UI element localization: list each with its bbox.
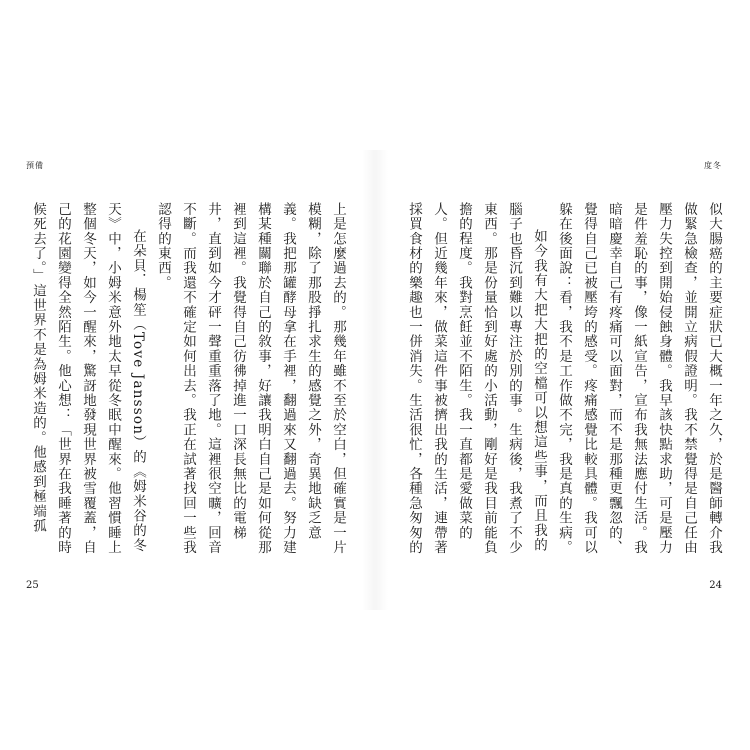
right-running-head: 度冬	[704, 161, 722, 170]
right-body-text	[398, 202, 726, 562]
left-body-text	[22, 202, 350, 562]
right-paragraph-2: 如今我有大把大把的空檔可以想這些事，而且我的腦子也昏沉到難以專注於別的事。生病後，我煮了不少東西。那是份量恰到好處的小活動，剛好是我目前能負擔的程度。我對烹飪並不陌生。我一直都是愛做菜的人。但近幾年來，做菜這件事被擠出我的生活，連帶著採買食材的樂趣也一併消失。生活很忙，各種急匆匆的	[406, 202, 547, 555]
left-page-number: 25	[26, 580, 39, 591]
left-paragraph-2: 在朵貝．楊笙（Tove Jansson）的《姆米谷的冬天》中，小姆米意外地太早從冬眠中醒來。他習慣睡上整個冬天，如今一醒來，驚訝地發現世界被雪覆蓋，自己的花園變得全然陌生。他心想：「世界在我睡著的時候死去了。」這世界不是為姆米造的。他感到極端孤	[30, 202, 146, 555]
right-paragraph-1: 似大腸癌的主要症狀已大概一年之久，於是醫師轉介我做緊急檢查，並開立病假證明。我不禁覺得是自己任由壓力失控到開始侵蝕身體。我早該快點求助，可是壓力是件羞恥的事，像一紙宣告，宣布我無法應付生活。我暗暗慶幸自己有疼痛可以面對，而不是那種更飄忽的、覺得自己已被壓垮的感受。疼痛感覺比較具體。我可以躲在後面說：看，我不是工作做不完，我是真的生病。	[556, 202, 722, 555]
book-gutter	[362, 150, 388, 610]
left-running-head: 預備	[26, 161, 44, 170]
left-page	[22, 150, 350, 610]
left-paragraph-1: 上是怎麼過去的。那幾年雖不至於空白，但確實是一片模糊，除了那股掙扎求生的感覺之外，奇異地缺乏意義。我把那罐酵母拿在手裡，翻過來又翻過去。努力建構某種關聯於自己的敘事，好讓我明白自己是如何從那裡到這裡。我覺得自己彷彿掉進一口深長無比的電梯井，直到如今才砰一聲重重落了地。這裡很空曠，回音不斷。而我還不確定如何出去。我正在試著找回一些我認得的東西。	[155, 202, 346, 555]
right-page	[398, 150, 726, 610]
right-page-number: 24	[709, 580, 722, 591]
